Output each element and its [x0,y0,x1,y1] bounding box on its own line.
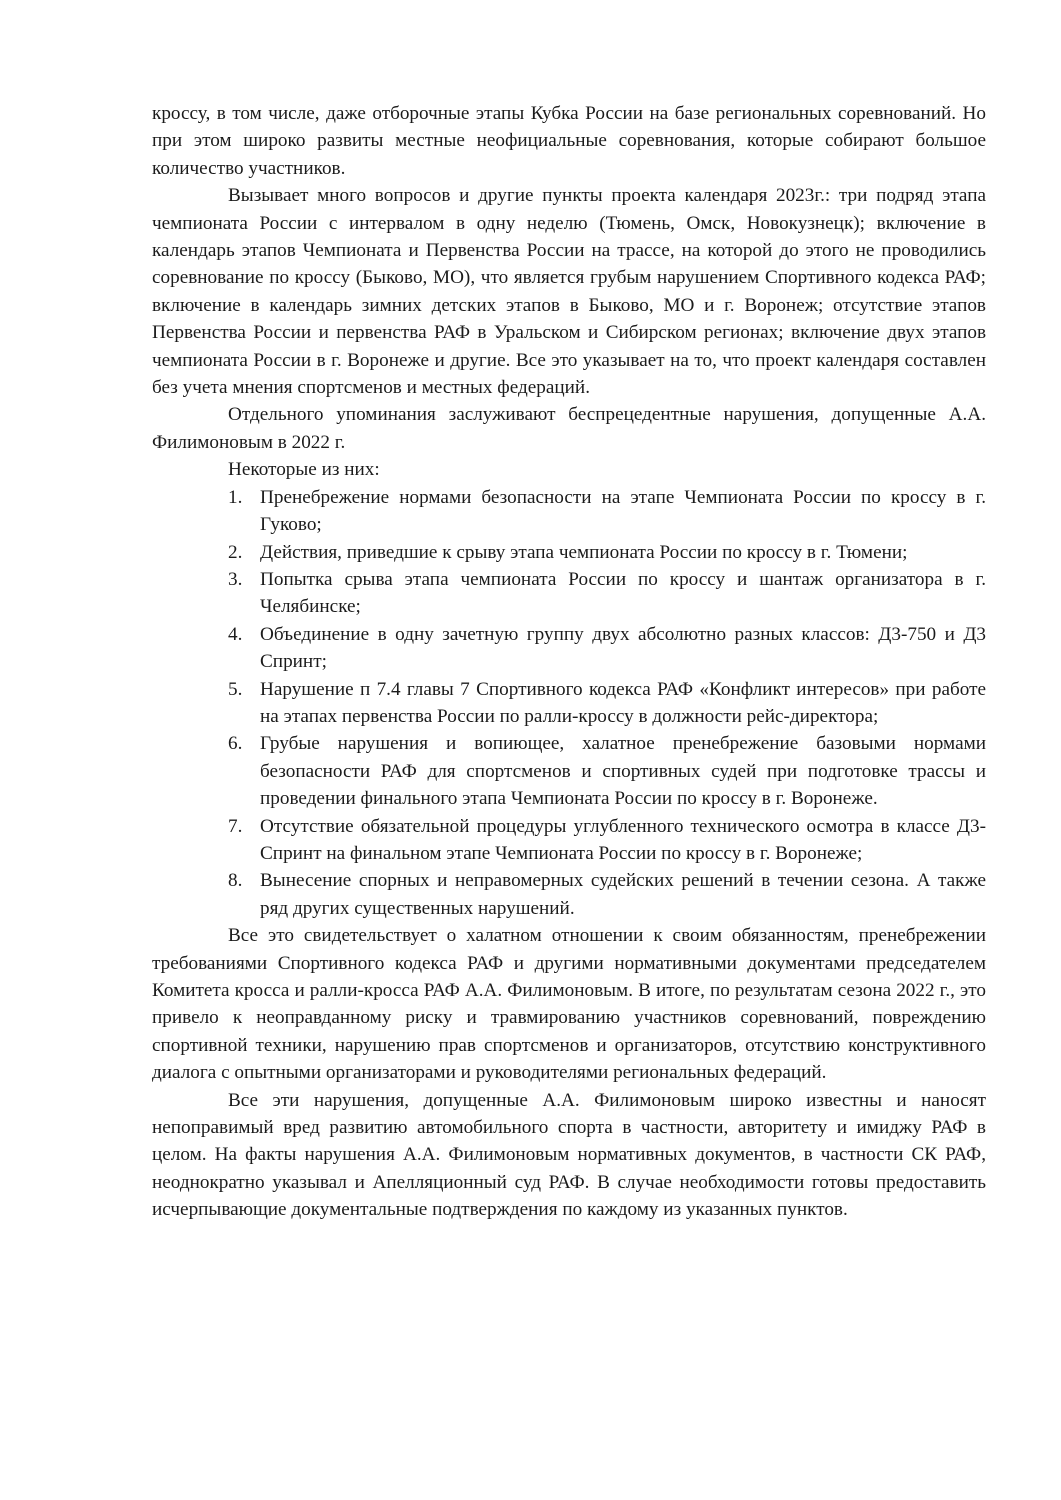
list-item-text: Нарушение п 7.4 главы 7 Спортивного кодекса РАФ «Конфликт интересов» при работе на этапах первенства России по ралли-кроссу в должности рейс-директора; [260,678,986,727]
list-item [228,566,986,621]
list-item-text: Действия, приведшие к срыву этапа чемпионата России по кроссу в г. Тюмени; [260,541,908,563]
list-item-number: 5. [228,678,243,700]
list-item [228,730,986,812]
list-item [228,813,986,868]
list-item-number: 1. [228,486,243,508]
list-item-text: Объединение в одну зачетную группу двух абсолютно разных классов: Д3-750 и Д3 Спринт; [260,623,986,673]
list-item-number: 8. [228,870,243,892]
list-item-text: Грубые нарушения и вопиющее, халатное пренебрежение базовыми нормами безопасности РАФ для спортсменов и спортивных судей при подготовке трассы и проведении финального этапа Чемпионата России по кроссу в г. Воронеже. [260,733,986,810]
list-item-number: 2. [228,541,243,563]
list-item-number: 4. [228,623,243,645]
paragraph-violations-intro: Отдельного упоминания заслуживают беспрецедентные нарушения, допущенные А.А. Филимоновым в 2022 г. [152,404,986,453]
list-item [228,867,986,922]
list-item-text: Вынесение спорных и неправомерных судейских решений в течении сезона. А также ряд других существенных нарушений. [260,870,986,919]
list-item-number: 6. [228,733,243,755]
list-item-number: 3. [228,568,243,590]
paragraph-consequences: Все это свидетельствует о халатном отношении к своим обязанностям, пренебрежении требованиями Спортивного кодекса РАФ и другими нормативными документами председателем Комитета кросса и ралли-кросса РАФ А.А. Филимоновым. В итоге, по результатам сезона 2022 г., это привело к неоправданному риску и травмированию участников соревнований, повреждению спортивной техники, нарушению прав спортсменов и организаторов, отсутствию конструктивного диалога с опытными организаторами и руководителями региональных федераций. [152,925,986,1084]
paragraph-1: кроссу, в том числе, даже отборочные этапы Кубка России на базе региональных соревнований. Но при этом широко развиты местные неофициальные соревнования, которые собирают большое количество участников. [152,103,986,179]
list-item-text: Пренебрежение нормами безопасности на этапе Чемпионата России по кроссу в г. Гуково; [260,486,986,536]
document-page [152,100,986,1224]
list-item-text: Попытка срыва этапа чемпионата России по кроссу и шантаж организатора в г. Челябинске; [260,568,986,618]
list-item-text: Отсутствие обязательной процедуры углубленного технического осмотра в классе Д3-Спринт на финальном этапе Чемпионата России по кроссу в г. Воронеже; [260,815,986,864]
paragraph-calendar-issues: Вызывает много вопросов и другие пункты проекта календаря 2023г.: три подряд этапа чемпионата России с интервалом в одну неделю (Тюмень, Омск, Новокузнецк); включение в календарь этапов Чемпионата и Первенства России на трассе, на которой до этого не проводились соревнование по кроссу (Быково, МО), что является грубым нарушением Спортивного кодекса РАФ; включение в календарь зимних детских этапов в Быково, МО и г. Воронеж; отсутствие этапов Первенства России и первенства РАФ в Уральском и Сибирском регионах; включение двух этапов чемпионата России в г. Воронеже и другие. Все это указывает на то, что проект календаря составлен без учета мнения спортсменов и местных федераций. [152,185,986,399]
paragraph-conclusion: Все эти нарушения, допущенные А.А. Филимоновым широко известны и наносят непоправимый вред развитию автомобильного спорта в частности, авторитету и имиджу РАФ в целом. На факты нарушения А.А. Филимоновым нормативных документов, в частности СК РАФ, неоднократно указывал и Апелляционный суд РАФ. В случае необходимости готовы предоставить исчерпывающие документальные подтверждения по каждому из указанных пунктов. [152,1089,986,1221]
violations-list [152,484,986,923]
list-item [228,676,986,731]
list-item-number: 7. [228,815,243,837]
list-item [228,621,986,676]
list-item [228,484,986,539]
list-lead: Некоторые из них: [228,459,380,481]
list-item [228,539,986,566]
